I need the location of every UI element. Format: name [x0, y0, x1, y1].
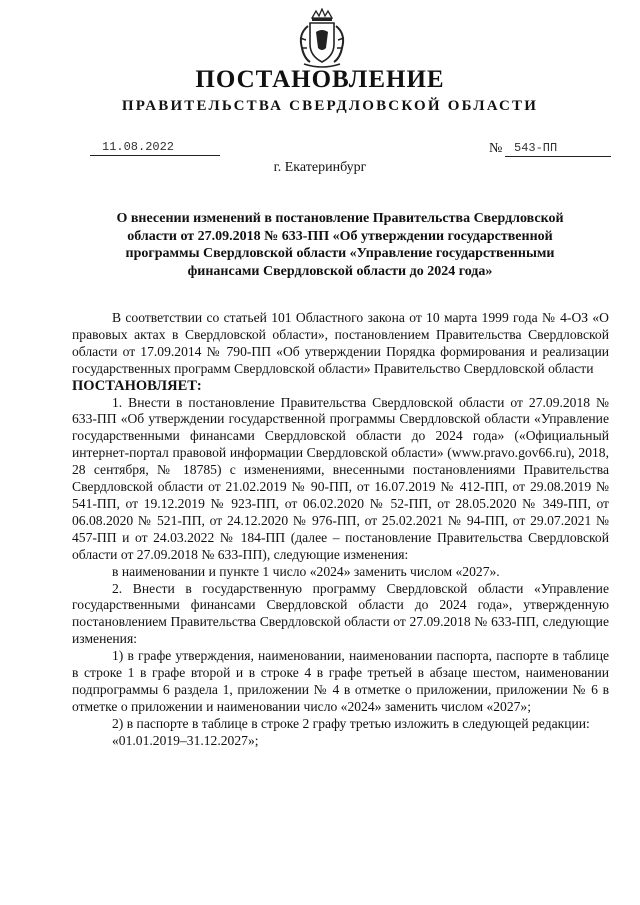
paragraph-2-1: 1) в графе утверждения, наименовании, наименовании паспорта, паспорте в таблице в строке 1 в графе второй и в строке 4 в графе третьей в абзаце шестом, наименовании подпрограммы 6 раздела 1, приложении № 4 в отметке о приложении, приложении № 6 в отметке о приложении и наименовании число «2024» заменить числом «2027»;: [72, 648, 609, 714]
paragraph-2: 2. Внести в государственную программу Свердловской области «Управление государственными финансами Свердловской области до 2024 года», утвержденную постановлением Правительства Свердловской области от 27.09.2018 № 633-ПП, следующие изменения:: [72, 580, 609, 647]
paragraph-intro: В соответствии со статьей 101 Областного закона от 10 марта 1999 года № 4-ОЗ «О правовых актах в Свердловской области», постановлением Правительства Свердловской области от 17.09.2014 № 790-ПП «Об утверждении Порядка формирования и реализации государственных программ Свердловской области» Правительство Свердловской области: [72, 310, 609, 376]
paragraph-1a: в наименовании и пункте 1 число «2024» заменить числом «2027».: [112, 563, 500, 579]
number-underline: [505, 156, 611, 157]
document-body: [72, 310, 609, 750]
paragraph-2-2: 2) в паспорте в таблице в строке 2 графу третью изложить в следующей редакции:: [112, 715, 590, 731]
document-city: г. Екатеринбург: [273, 160, 367, 175]
postanovlyaet-label: ПОСТАНОВЛЯЕТ:: [72, 377, 202, 394]
document-number: 543-ПП: [514, 141, 558, 155]
paragraph-2-2a: «01.01.2019–31.12.2027»;: [112, 732, 259, 748]
document-heading: О внесении изменений в постановление Правительства Свердловской области от 27.09.2018 № 633-ПП «Об утверждении государственной программы Свердловской области «Управление государственными финансами Свердловской области до 2024 года»: [116, 211, 564, 279]
number-label: №: [489, 141, 503, 156]
date-underline: [90, 155, 220, 156]
coat-of-arms-icon: [294, 8, 350, 70]
document-date: 11.08.2022: [102, 140, 175, 154]
paragraph-1: 1. Внести в постановление Правительства Свердловской области от 27.09.2018 № 633-ПП «Об утверждении государственной программы Свердловской области «Управление государственными финансами Свердловской области до 2024 года» («Официальный интернет-портал правовой информации Свердловской области» (www.pravo.gov66.ru), 2018, 28 сентября, № 18785) с изменениями, внесенными постановлениями Правительства Свердловской области от 21.02.2019 № 90-ПП, от 16.07.2019 № 412-ПП, от 29.08.2019 № 541-ПП, от 19.12.2019 № 923-ПП, от 06.02.2020 № 52-ПП, от 28.05.2020 № 349-ПП, от 06.08.2020 № 521-ПП, от 24.12.2020 № 976-ПП, от 25.02.2021 № 94-ПП, от 29.07.2021 № 457-ПП и от 24.03.2022 № 184-ПП (далее – постановление Правительства Свердловской области от 27.09.2018 № 633-ПП), следующие изменения:: [72, 394, 609, 562]
document-title: ПОСТАНОВЛЕНИЕ: [195, 66, 445, 93]
document-subtitle: ПРАВИТЕЛЬСТВА СВЕРДЛОВСКОЙ ОБЛАСТИ: [121, 98, 539, 114]
